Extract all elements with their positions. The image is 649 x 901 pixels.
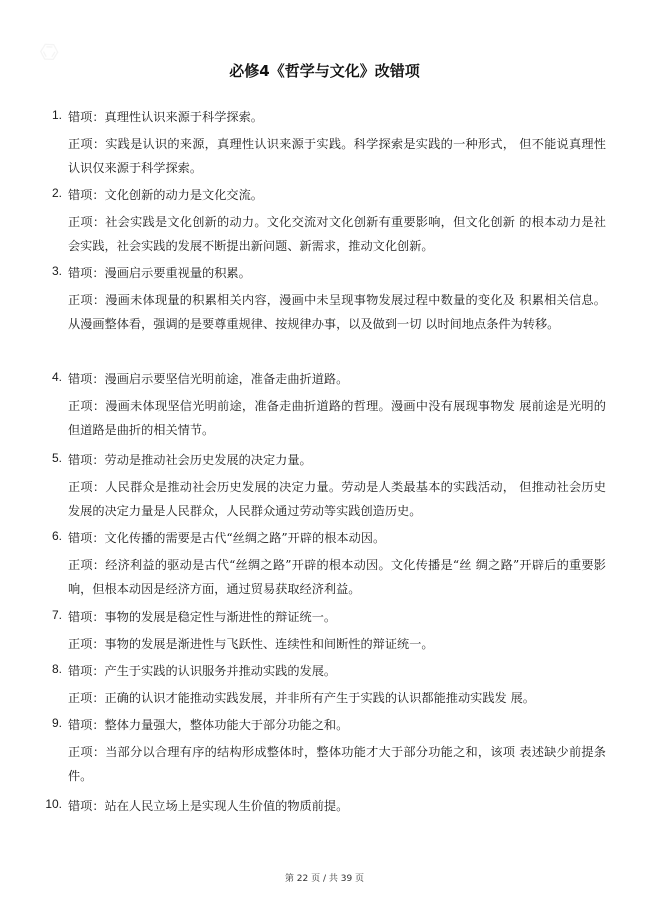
correction-statement: 正项：社会实践是文化创新的动力。文化交流对文化创新有重要影响，但文化创新 的根本动力是社会实践，社会实践的发展不断提出新问题、新需求，推动文化创新。 [68, 215, 606, 253]
error-statement: 错项：真理性认识来源于科学探索。 [68, 110, 263, 124]
page-title: 必修4《哲学与文化》改错项 [229, 62, 420, 80]
error-statement: 错项：产生于实践的认识服务并推动实践的发展。 [68, 664, 337, 678]
item-number: 6. [51, 529, 62, 543]
error-statement: 错项：劳动是推动社会历史发展的决定力量。 [68, 453, 312, 467]
item-number: 8. [51, 662, 62, 676]
error-statement: 错项：整体力量强大，整体功能大于部分功能之和。 [68, 718, 349, 732]
correction-statement: 正项：经济利益的驱动是古代“丝绸之路”开辟的根本动因。文化传播是“丝 绸之路”开辟后的重要影响，但根本动因是经济方面，通过贸易获取经济利益。 [68, 558, 606, 596]
item-number: 9. [51, 716, 62, 730]
correction-statement: 正项：漫画未体现量的积累相关内容，漫画中未呈现事物发展过程中数量的变化及 积累相关信息。从漫画整体看，强调的是要尊重规律、按规律办事，以及做到一切 以时间地点条件为转移。 [68, 293, 606, 331]
item-number: 2. [51, 186, 62, 200]
item-number: 4. [51, 370, 62, 384]
correction-statement: 正项：漫画未体现坚信光明前途，准备走曲折道路的哲理。漫画中没有展现事物发 展前途是光明的但道路是曲折的相关情节。 [68, 399, 606, 437]
correction-statement: 正项：事物的发展是渐进性与飞跃性、连续性和间断性的辩证统一。 [68, 637, 434, 651]
correction-statement: 正项：正确的认识才能推动实践发展，并非所有产生于实践的认识都能推动实践发 展。 [68, 691, 535, 705]
page-footer: 第 22 页 / 共 39 页 [284, 874, 365, 884]
error-statement: 错项：事物的发展是稳定性与渐进性的辩证统一。 [68, 610, 337, 624]
correction-statement: 正项：实践是认识的来源，真理性认识来源于实践。科学探索是实践的一种形式， 但不能说真理性认识仅来源于科学探索。 [68, 137, 606, 175]
item-number: 7. [51, 608, 62, 622]
correction-statement: 正项：当部分以合理有序的结构形成整体时，整体功能才大于部分功能之和，该项 表述缺少前提条件。 [68, 745, 606, 783]
watermark: ⌬ [35, 36, 64, 69]
correction-statement: 正项：人民群众是推动社会历史发展的决定力量。劳动是人类最基本的实践活动， 但推动社会历史发展的决定力量是人民群众，人民群众通过劳动等实践创造历史。 [68, 480, 606, 518]
item-number: 5. [51, 451, 62, 465]
item-number: 1. [51, 108, 62, 122]
error-statement: 错项：站在人民立场上是实现人生价值的物质前提。 [68, 799, 349, 813]
error-statement: 错项：漫画启示要坚信光明前途，准备走曲折道路。 [68, 372, 349, 386]
error-statement: 错项：文化传播的需要是古代“丝绸之路”开辟的根本动因。 [68, 531, 386, 545]
item-number: 3. [51, 264, 62, 278]
item-number: 10. [45, 797, 62, 811]
error-statement: 错项：漫画启示要重视量的积累。 [68, 266, 251, 280]
error-statement: 错项：文化创新的动力是文化交流。 [68, 188, 263, 202]
